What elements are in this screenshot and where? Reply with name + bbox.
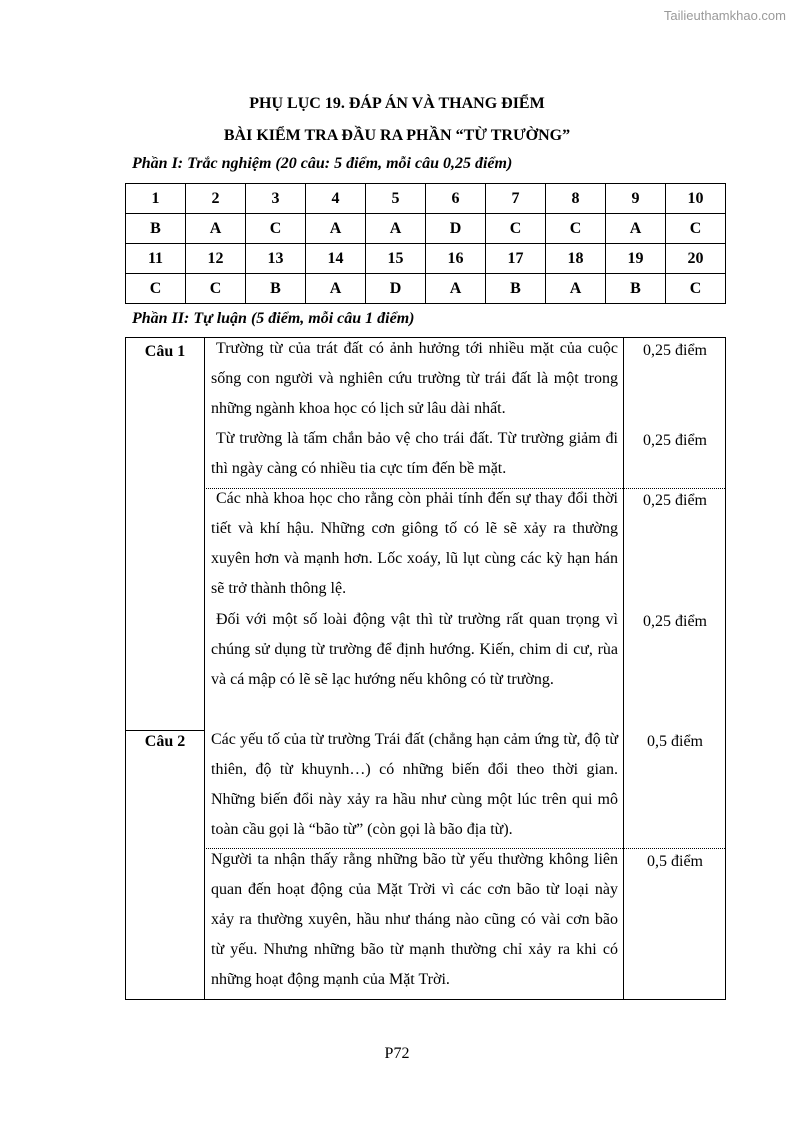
answer-cell: A (546, 274, 606, 304)
question-number-cell: 2 (186, 184, 246, 214)
essay-item-text: Các nhà khoa học cho rằng còn phải tính đến sự thay đổi thời tiết và khí hậu. Những cơn giông tố có lẽ sẽ xảy ra thường xuyên hơn và mạnh hơn. Lốc xoáy, lũ lụt cùng các kỳ hạn hán sẽ trở thành thông lệ. (211, 490, 618, 597)
question-2-label: Câu 2 (144, 733, 186, 750)
answer-cell: C (246, 214, 306, 244)
question-number-cell: 16 (426, 244, 486, 274)
essay-item-text: Các yếu tố của từ trường Trái đất (chẳng hạn cảm ứng từ, độ từ thiên, độ từ khuynh…) có những biến đổi theo thời gian. Những biến đổi này xảy ra hầu như cùng một lúc trên qui mô toàn cầu gọi là “bão từ” (còn gọi là bão địa từ). (211, 731, 618, 838)
question-number-cell: 19 (606, 244, 666, 274)
question-number-cell: 18 (546, 244, 606, 274)
question-number-cell: 7 (486, 184, 546, 214)
column-divider (204, 338, 205, 999)
essay-item-score: 0,5 điểm (647, 853, 703, 870)
question-number-row (126, 244, 726, 274)
answer-cell: D (426, 214, 486, 244)
essay-item-text: Từ trường là tấm chắn bảo vệ cho trái đất. Từ trường giảm đi thì ngày càng có nhiều tia cực tím đến bề mặt. (211, 430, 618, 477)
answer-cell: B (486, 274, 546, 304)
question-number-cell: 11 (126, 244, 186, 274)
watermark: Tailieuthamkhao.com (663, 8, 786, 23)
part2-heading: Phần II: Tự luận (5 điểm, mỗi câu 1 điểm) (132, 310, 415, 327)
page-number: P72 (384, 1045, 410, 1062)
answer-cell: C (126, 274, 186, 304)
essay-item-text: Đối với một số loài động vật thì từ trường rất quan trọng vì chúng sử dụng từ trường để định hướng. Kiến, chim di cư, rùa và cá mập có lẽ sẽ lạc hướng nếu không có từ trường. (211, 611, 618, 688)
answer-cell: A (306, 274, 366, 304)
title-line-2: BÀI KIỂM TRA ĐẦU RA PHẦN “TỪ TRƯỜNG” (223, 127, 571, 144)
answer-cell: B (606, 274, 666, 304)
question-number-cell: 12 (186, 244, 246, 274)
answer-cell: B (126, 214, 186, 244)
essay-table (125, 337, 726, 1000)
answer-cell: C (666, 214, 726, 244)
answer-cell: C (486, 214, 546, 244)
answer-table (125, 183, 726, 304)
essay-item-score: 0,25 điểm (643, 342, 707, 359)
question-number-cell: 15 (366, 244, 426, 274)
question-number-cell: 3 (246, 184, 306, 214)
answer-row (126, 214, 726, 244)
question-number-cell: 5 (366, 184, 426, 214)
answer-cell: A (606, 214, 666, 244)
question-number-cell: 10 (666, 184, 726, 214)
answer-cell: A (306, 214, 366, 244)
question-number-cell: 1 (126, 184, 186, 214)
row-divider (126, 730, 204, 731)
question-number-cell: 14 (306, 244, 366, 274)
answer-cell: A (186, 214, 246, 244)
question-number-cell: 4 (306, 184, 366, 214)
question-number-row (126, 184, 726, 214)
part1-heading: Phần I: Trắc nghiệm (20 câu: 5 điểm, mỗi câu 0,25 điểm) (132, 155, 513, 172)
title-line-1: PHỤ LỤC 19. ĐÁP ÁN VÀ THANG ĐIỂM (249, 95, 545, 112)
question-number-cell: 8 (546, 184, 606, 214)
answer-cell: C (186, 274, 246, 304)
answer-cell: D (366, 274, 426, 304)
question-number-cell: 20 (666, 244, 726, 274)
question-number-cell: 13 (246, 244, 306, 274)
answer-cell: B (246, 274, 306, 304)
essay-item-score: 0,25 điểm (643, 432, 707, 449)
answer-cell: A (426, 274, 486, 304)
question-number-cell: 9 (606, 184, 666, 214)
answer-cell: C (666, 274, 726, 304)
essay-item-score: 0,25 điểm (643, 492, 707, 509)
essay-item-score: 0,25 điểm (643, 613, 707, 630)
answer-cell: A (366, 214, 426, 244)
essay-item-text: Người ta nhận thấy rằng những bão từ yếu thường không liên quan đến hoạt động của Mặt Trời vì các cơn bão từ loại này xảy ra thường xuyên, hầu như tháng nào cũng có vài cơn bão từ yếu. Nhưng những bão từ mạnh thường chỉ xảy ra khi có những hoạt động mạnh của Mặt Trời. (211, 851, 618, 988)
essay-item-score: 0,5 điểm (647, 733, 703, 750)
essay-item-text: Trường từ của trát đất có ảnh hưởng tới nhiều mặt của cuộc sống con người và nghiên cứu trường từ trái đất là một trong những ngành khoa học có lịch sử lâu dài nhất. (211, 340, 618, 417)
question-1-label: Câu 1 (144, 343, 186, 360)
question-number-cell: 17 (486, 244, 546, 274)
answer-row (126, 274, 726, 304)
question-number-cell: 6 (426, 184, 486, 214)
answer-cell: C (546, 214, 606, 244)
